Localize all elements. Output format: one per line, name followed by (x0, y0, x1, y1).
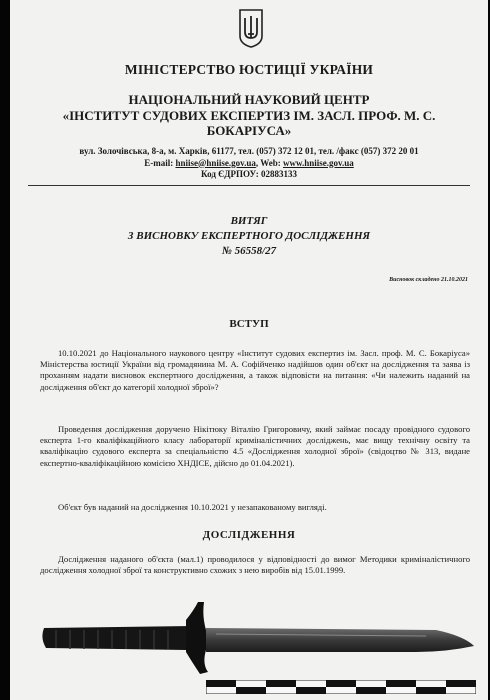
intro-paragraph-1-text: 10.10.2021 до Національного наукового центру «Інститут судових експертиз ім. Засл. проф. М. С. Бокаріуса» Міністерства юстиції України від громадянина М. А. Софійченко надійшов один об'єкт на дослідження та заява із проханням надати висновок експертного дослідження, а також відповісти на питання: «Чи належить наданий на дослідження об'єкт до категорії холодної зброї»? (40, 348, 470, 392)
institute-title (10, 92, 488, 139)
knife-photo (36, 590, 476, 685)
web-link[interactable]: www.hniise.gov.ua (282, 157, 354, 168)
contact-block (10, 146, 488, 181)
address-line: вул. Золочівська, 8-а, м. Харків, 61177, тел. (057) 372 12 01, тел. /факс (057) 372 20 01 (79, 146, 419, 156)
email-label: E-mail: (144, 157, 176, 168)
intro-heading: ВСТУП (229, 318, 269, 330)
title-line-2: З ВИСНОВКУ ЕКСПЕРТНОГО ДОСЛІДЖЕННЯ (127, 230, 371, 242)
intro-paragraph-3-text: Об'єкт був наданий на дослідження 10.10.2021 у незапакованому вигляді. (58, 502, 327, 512)
title-line-1: ВИТЯГ (230, 215, 268, 227)
research-heading: ДОСЛІДЖЕННЯ (202, 529, 296, 541)
research-paragraph-1 (40, 554, 470, 576)
intro-paragraph-2 (40, 424, 470, 469)
ruler-scale (206, 680, 476, 694)
ministry-title: МІНІСТЕРСТВО ЮСТИЦІЇ УКРАЇНИ (124, 62, 374, 77)
trident-emblem-icon (238, 8, 264, 48)
edrpou-code: Код ЄДРПОУ: 02883133 (201, 169, 297, 179)
email-link[interactable]: hniise@hniise.gov.ua (175, 157, 256, 168)
conclusion-date: Висновок складено 21.10.2021 (389, 277, 468, 283)
conclusion-number: № 56558/27 (221, 245, 277, 257)
intro-paragraph-3 (40, 502, 470, 513)
document-page (10, 0, 488, 700)
institute-line-3: БОКАРІУСА» (206, 123, 292, 138)
header-divider (28, 185, 470, 186)
web-label: , Web: (255, 157, 283, 168)
document-title (10, 214, 488, 259)
institute-line-1: НАЦІОНАЛЬНИЙ НАУКОВИЙ ЦЕНТР (128, 92, 370, 107)
institute-line-2: «ІНСТИТУТ СУДОВИХ ЕКСПЕРТИЗ ІМ. ЗАСЛ. ПРОФ. М. С. (62, 107, 436, 123)
intro-paragraph-2-text: Проведення дослідження доручено Нікітюку Віталію Григоровичу, який займає посаду провідного судового експерта 1-го кваліфікаційного класу лабораторії криміналістичних досліджень, має вищу технічну освіту та кваліфікацію судового експерта за спеціальністю 4.5 «Дослідження холодної зброї» (свідоцтво № 313, видане експертно-кваліфікаційною комісією ХНДІСЕ, дійсно до 01.04.2021). (40, 424, 470, 468)
intro-paragraph-1 (40, 348, 470, 393)
email-web-line (10, 158, 488, 170)
research-paragraph-1-text: Дослідження наданого об'єкта (мал.1) проводилося у відповідності до вимог Методики криміналістичного дослідження холодної зброї та конструктивно схожих з нею виробів від 15.01.1999. (40, 554, 470, 576)
